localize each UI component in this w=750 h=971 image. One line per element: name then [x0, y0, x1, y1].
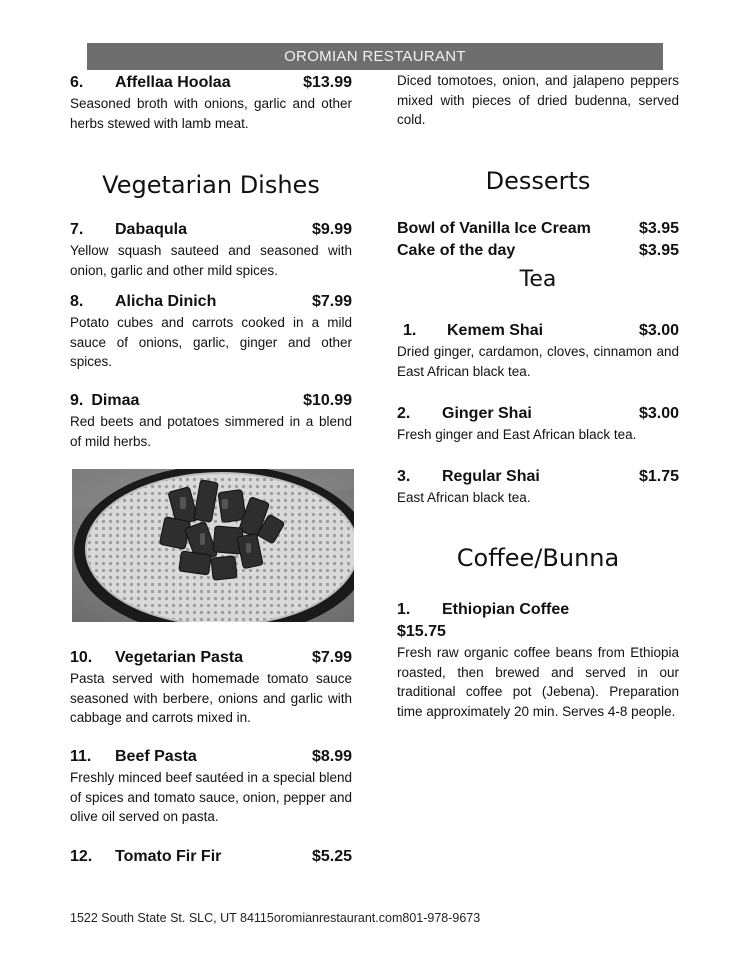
desserts-section-title: Desserts [485, 167, 591, 195]
item-number: 2. [397, 405, 411, 422]
item-name: Ginger Shai [442, 405, 532, 422]
item-number: 1. [397, 601, 411, 618]
item-price: $10.99 [303, 392, 352, 409]
item-description: Fresh ginger and East African black tea. [397, 427, 637, 442]
item-price: $13.99 [303, 74, 352, 91]
item-description: Red beets and potatoes simmered in a blend of mild herbs. [70, 414, 352, 449]
item-number: 6. [70, 74, 84, 91]
item-price: $5.25 [311, 848, 352, 865]
item-number: 10. [70, 649, 93, 666]
item-name: Dabaqula [115, 221, 188, 238]
menu-item-dabaqula [70, 220, 352, 280]
dessert-price: $3.95 [638, 242, 679, 259]
menu-item-ginger-shai [397, 404, 679, 445]
item-price: $9.99 [311, 221, 352, 238]
item-name: Dimaa [91, 392, 140, 409]
tea-section-title: Tea [519, 267, 557, 292]
menu-item-beef-pasta [70, 747, 352, 827]
item-description: Seasoned broth with onions, garlic and other herbs stewed with lamb meat. [70, 96, 352, 131]
header-title: OROMIAN RESTAURANT [284, 48, 466, 65]
item-description: Fresh raw organic coffee beans from Ethiopia roasted, then brewed and served in our traditional coffee pot (Jebena). Preparation time approximately 20 min. Serves 4-8 people. [397, 645, 679, 719]
item-number: 8. [70, 293, 84, 310]
menu-item-dimaa [70, 391, 352, 451]
item-description: Pasta served with homemade tomato sauce seasoned with berbere, onions and garlic with cabbage and carrots mixed in. [70, 671, 352, 725]
item-name: Alicha Dinich [115, 293, 217, 310]
dessert-price: $3.95 [638, 220, 679, 237]
item-name: Tomato Fir Fir [115, 848, 222, 865]
item-number: 12. [70, 848, 93, 865]
item-description: East African black tea. [397, 490, 531, 505]
menu-item-ethiopian-coffee [397, 600, 679, 721]
dessert-item [397, 240, 679, 262]
item-number: 1. [403, 322, 417, 339]
item-number: 9. [70, 392, 84, 409]
item-number: 11. [70, 748, 92, 765]
item-number: 3. [397, 468, 411, 485]
item-description: Dried ginger, cardamon, cloves, cinnamon and East African black tea. [397, 344, 679, 379]
footer-contact: 1522 South State St. SLC, UT 84115oromianrestaurant.com801-978-9673 [70, 911, 481, 925]
item-price: $3.00 [638, 405, 679, 422]
menu-item-regular-shai [397, 467, 679, 508]
item-description: Potato cubes and carrots cooked in a mild sauce of onions, garlic, ginger and other spices. [70, 315, 352, 369]
menu-item-alicha-dinich [70, 292, 352, 372]
menu-item-kemem-shai [397, 321, 679, 381]
menu-item-affellaa-hoolaa [70, 73, 352, 133]
item-price: $1.75 [638, 468, 679, 485]
coffee-section-title: Coffee/Bunna [456, 544, 620, 572]
item-price: $7.99 [311, 649, 352, 666]
item-name: Ethiopian Coffee [442, 601, 570, 618]
item-description: Freshly minced beef sautéed in a special blend of spices and tomato sauce, onion, pepper and olive oil served on pasta. [70, 770, 352, 824]
item-price: $3.00 [638, 322, 679, 339]
food-photo [72, 469, 354, 622]
item-name: Regular Shai [442, 468, 540, 485]
injera-plate-illustration [72, 469, 354, 622]
menu-item-vegetarian-pasta [70, 648, 352, 728]
continued-description: Diced tomotoes, onion, and jalapeno peppers mixed with pieces of dried budenna, served cold. [397, 73, 679, 127]
item-price: $8.99 [311, 748, 352, 765]
item-name: Affellaa Hoolaa [115, 74, 231, 91]
item-name: Kemem Shai [447, 322, 544, 339]
item-price: $7.99 [311, 293, 352, 310]
item-number: 7. [70, 221, 84, 238]
right-column [397, 0, 679, 971]
item-description: Yellow squash sauteed and seasoned with onion, garlic and other mild spices. [70, 243, 352, 278]
dessert-name: Cake of the day [397, 242, 516, 259]
menu-item-tomato-fir-fir [70, 847, 352, 867]
item-name: Vegetarian Pasta [115, 649, 244, 666]
item-name: Beef Pasta [115, 748, 197, 765]
desserts-list [397, 218, 679, 262]
dessert-item [397, 218, 679, 240]
item-price: $15.75 [397, 623, 446, 640]
dessert-name: Bowl of Vanilla Ice Cream [397, 220, 591, 237]
vegetarian-section-title: Vegetarian Dishes [102, 171, 320, 199]
